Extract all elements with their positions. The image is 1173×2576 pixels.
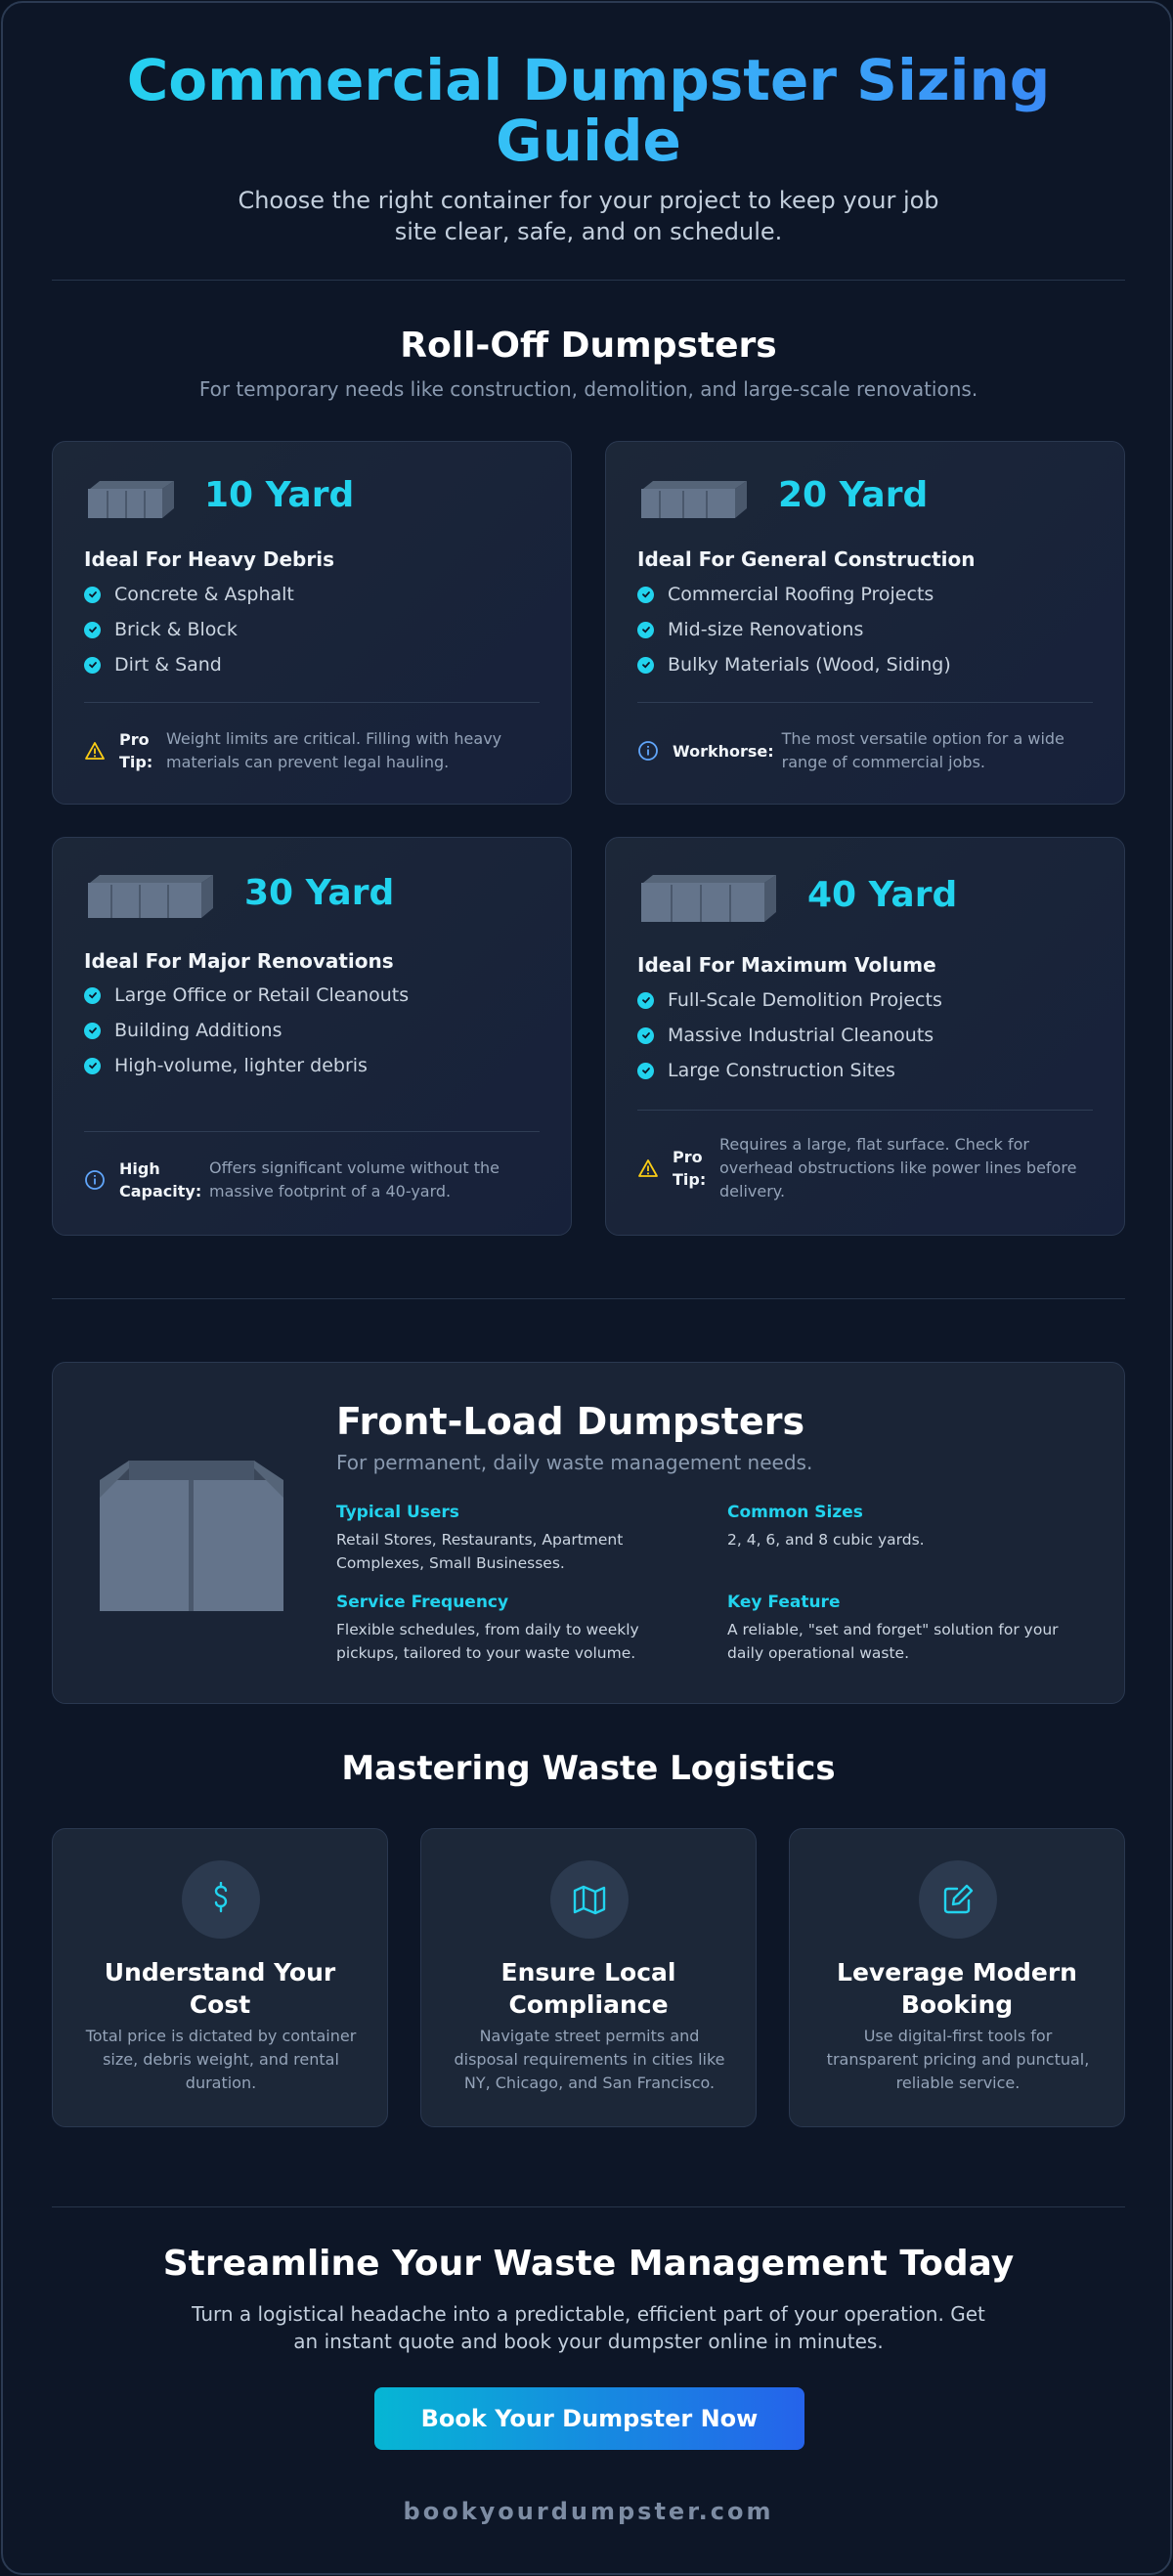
list-item: Mid-size Renovations xyxy=(637,612,951,647)
frontload-detail-service-frequency: Service Frequency Flexible schedules, from daily to weekly pickups, tailored to your waste volume. xyxy=(336,1593,639,1662)
tip-text: Offers significant volume without the massive footprint of a 40-yard. xyxy=(209,1158,500,1201)
card-ideal: Ideal For Maximum Volume xyxy=(637,953,936,977)
rolloff-title: Roll-Off Dumpsters xyxy=(400,326,777,366)
list-item: Commercial Roofing Projects xyxy=(637,577,951,612)
frontload-subtitle: For permanent, daily waste management needs. xyxy=(336,1451,813,1474)
card-size: 20 Yard xyxy=(778,475,929,515)
logistics-card-text: Total price is dictated by container size, debris weight, and rental duration. xyxy=(85,2027,357,2092)
card-ideal: Ideal For Major Renovations xyxy=(84,949,394,973)
logistics-card-title: Leverage Modern Booking xyxy=(837,1958,1077,2019)
logistics-title: Mastering Waste Logistics xyxy=(341,1749,836,1788)
logistics-card-text: Navigate street permits and disposal requirements in cities like NY, Chicago, and San Francisco. xyxy=(454,2027,725,2092)
logistics-card-title: Understand Your Cost xyxy=(104,1958,336,2019)
cta-title: Streamline Your Waste Management Today xyxy=(162,2244,1015,2284)
cta-section xyxy=(52,3,1125,2545)
page-frame xyxy=(1,1,1172,2575)
page-subtitle: Choose the right container for your project to keep your job site clear, safe, and on schedule. xyxy=(238,187,939,245)
card-size: 30 Yard xyxy=(244,873,395,913)
card-ideal: Ideal For Heavy Debris xyxy=(84,547,334,571)
footer-site: bookyourdumpster.com xyxy=(403,2498,774,2525)
tip-label: High Capacity: xyxy=(119,1159,202,1201)
frontload-title: Front-Load Dumpsters xyxy=(336,1400,805,1443)
list-item: Bulky Materials (Wood, Siding) xyxy=(637,647,951,682)
list-item: Massive Industrial Cleanouts xyxy=(637,1018,942,1053)
tip-label: Workhorse: xyxy=(673,741,774,761)
tip-text: Requires a large, flat surface. Check for overhead obstructions like power lines before delivery. xyxy=(719,1135,1077,1201)
logistics-card-text: Use digital-first tools for transparent pricing and punctual, reliable service. xyxy=(826,2027,1090,2092)
page-title: Commercial Dumpster Sizing Guide xyxy=(52,50,1125,171)
book-dumpster-button[interactable]: Book Your Dumpster Now xyxy=(374,2387,804,2450)
frontload-detail-typical-users: Typical Users Retail Stores, Restaurants, Apartment Complexes, Small Businesses. xyxy=(336,1503,624,1572)
list-item: Building Additions xyxy=(84,1013,409,1048)
frontload-detail-common-sizes: Common Sizes 2, 4, 6, and 8 cubic yards. xyxy=(727,1503,925,1549)
card-ideal: Ideal For General Construction xyxy=(637,547,976,571)
list-item: High-volume, lighter debris xyxy=(84,1048,409,1083)
tip-label: Pro Tip: xyxy=(673,1148,707,1189)
logistics-card-title: Ensure Local Compliance xyxy=(500,1958,676,2019)
card-size: 10 Yard xyxy=(204,475,355,515)
frontload-detail-key-feature: Key Feature A reliable, "set and forget" solution for your daily operational waste. xyxy=(727,1593,1059,1662)
list-item: Concrete & Asphalt xyxy=(84,577,294,612)
tip-text: Weight limits are critical. Filling with heavy materials can prevent legal hauling. xyxy=(166,729,502,771)
list-item: Full-Scale Demolition Projects xyxy=(637,982,942,1018)
list-item: Dirt & Sand xyxy=(84,647,294,682)
list-item: Large Construction Sites xyxy=(637,1053,942,1088)
list-item: Brick & Block xyxy=(84,612,294,647)
cta-text: Turn a logistical headache into a predictable, efficient part of your operation. Get an instant quote and book your dumpster online in minutes. xyxy=(192,2302,985,2353)
rolloff-subtitle: For temporary needs like construction, demolition, and large-scale renovations. xyxy=(198,377,978,401)
tip-text: The most versatile option for a wide range of commercial jobs. xyxy=(781,729,1064,771)
card-size: 40 Yard xyxy=(807,875,958,915)
list-item: Large Office or Retail Cleanouts xyxy=(84,978,409,1013)
tip-label: Pro Tip: xyxy=(119,730,153,771)
